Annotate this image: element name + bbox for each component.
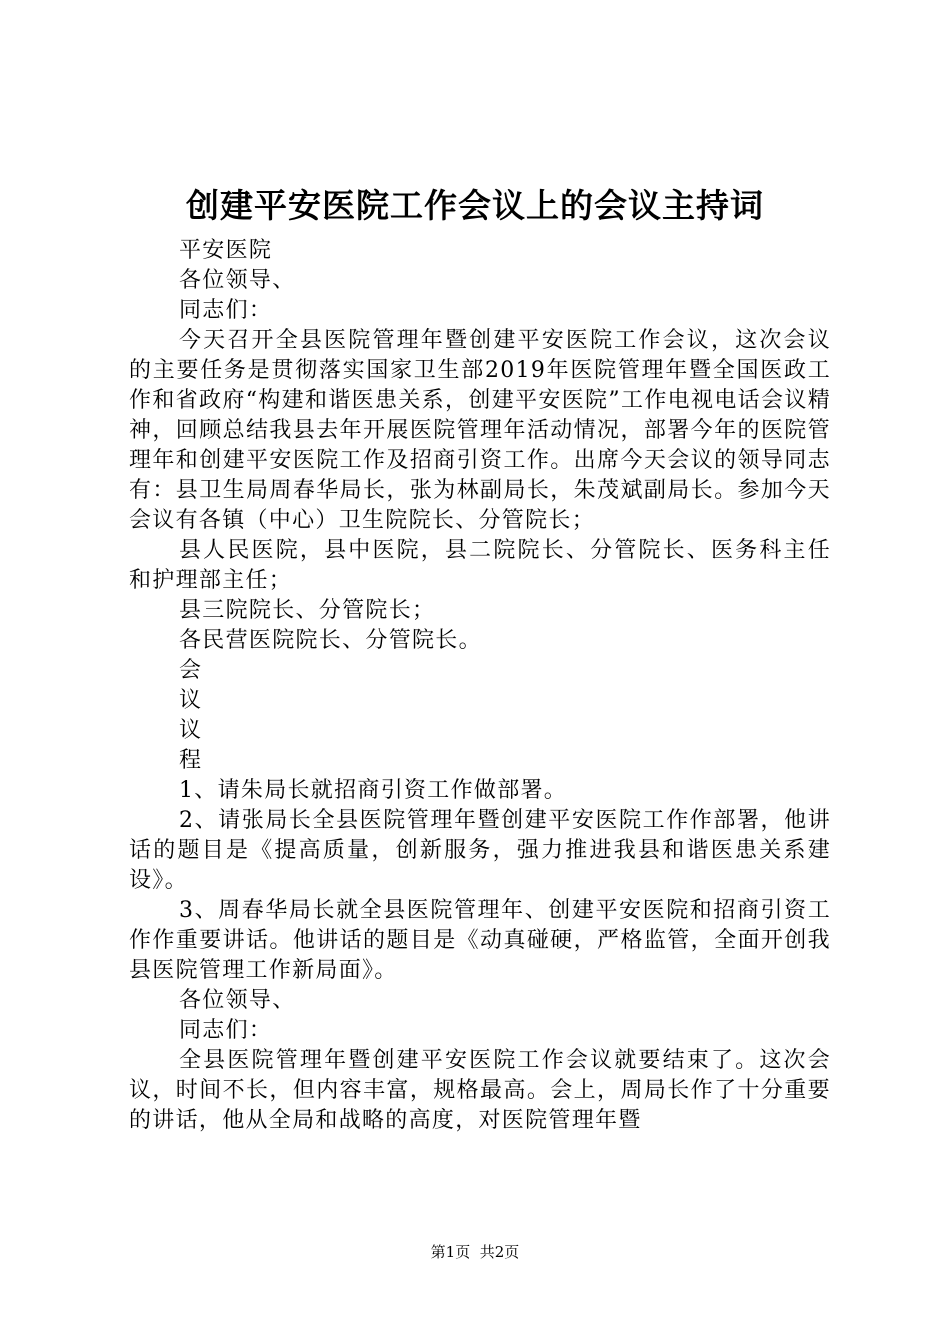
paragraph: 2、请张局长全县医院管理年暨创建平安医院工作作部署，他讲话的题目是《提高质量，创新服务，强力推进我县和谐医患关系建设》。 xyxy=(129,808,831,893)
paragraph: 各民营医院院长、分管院长。 xyxy=(179,628,482,653)
paragraph: 会 xyxy=(179,658,203,683)
paragraph: 平安医院 xyxy=(179,238,273,263)
paragraph: 1、请朱局长就招商引资工作做部署。 xyxy=(179,778,568,803)
paragraph: 同志们： xyxy=(179,298,273,323)
paragraph: 程 xyxy=(179,748,203,773)
page-total: 共2页 xyxy=(479,1243,520,1261)
paragraph: 全县医院管理年暨创建平安医院工作会议就要结束了。这次会议，时间不长，但内容丰富，规格最高。会上，周局长作了十分重要的讲话，他从全局和战略的高度，对医院管理年暨 xyxy=(129,1048,831,1133)
paragraph: 同志们： xyxy=(179,1018,273,1043)
paragraph: 县人民医院，县中医院，县二院院长、分管院长、医务科主任和护理部主任； xyxy=(129,538,831,593)
document-title: 创建平安医院工作会议上的会议主持词 xyxy=(186,186,764,225)
paragraph: 县三院院长、分管院长； xyxy=(179,598,436,623)
paragraph: 各位领导、 xyxy=(179,988,296,1013)
paragraph: 今天召开全县医院管理年暨创建平安医院工作会议，这次会议的主要任务是贯彻落实国家卫生部2019年医院管理年暨全国医政工作和省政府“构建和谐医患关系，创建平安医院”工作电视电话会议精神，回顾总结我县去年开展医院管理年活动情况，部署今年的医院管理年和创建平安医院工作及招商引资工作。出席今天会议的领导同志有：县卫生局周春华局长，张为林副局长，朱茂斌副局长。参加今天会议有各镇（中心）卫生院院长、分管院长； xyxy=(129,328,831,533)
page-number: 第1页 xyxy=(430,1243,471,1261)
document-body xyxy=(129,236,831,1136)
paragraph: 3、周春华局长就全县医院管理年、创建平安医院和招商引资工作作重要讲话。他讲话的题目是《动真碰硬，严格监管，全面开创我县医院管理工作新局面》。 xyxy=(129,898,831,983)
paragraph: 议 xyxy=(179,718,203,743)
paragraph: 议 xyxy=(179,688,203,713)
paragraph: 各位领导、 xyxy=(179,268,296,293)
page-footer xyxy=(0,1242,950,1262)
